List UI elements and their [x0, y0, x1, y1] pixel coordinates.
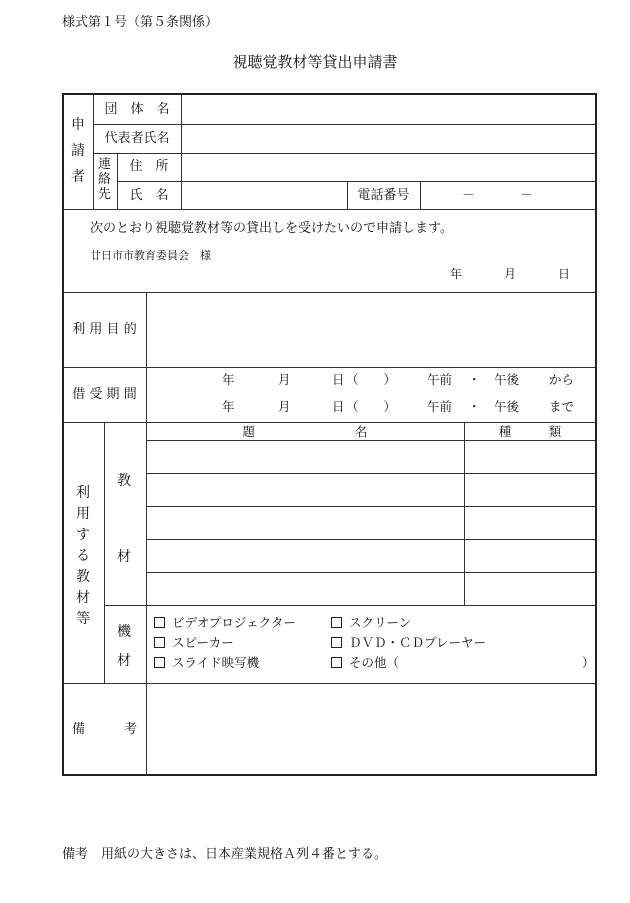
materials-label-1: 利	[76, 485, 90, 501]
address-label: 住 所	[129, 159, 169, 174]
equipment-option[interactable]	[331, 617, 411, 630]
checkbox[interactable]	[154, 617, 165, 628]
period-start-dot: ・	[468, 372, 481, 387]
equipment-option-label: スライド映写機	[172, 655, 260, 670]
divider	[63, 209, 596, 210]
purpose-label: 利 用 目 的	[72, 322, 137, 337]
remarks-label: 備 考	[71, 722, 137, 737]
phone-separator: －	[520, 188, 534, 203]
divider	[93, 153, 596, 154]
teaching-material-label-2: 材	[117, 549, 131, 565]
checkbox[interactable]	[331, 617, 342, 628]
applicant-label-2: 請	[71, 143, 85, 159]
contact-label-1: 連	[98, 157, 112, 172]
equipment-label-1: 機	[117, 624, 131, 640]
period-start-month: 月	[278, 372, 291, 387]
equipment-option-label: ビデオプロジェクター	[172, 615, 296, 630]
materials-label-7: 等	[76, 611, 90, 627]
period-from-label: から	[549, 372, 575, 387]
divider	[181, 94, 182, 209]
applicant-label-1: 申	[71, 117, 85, 133]
page-title: 視聴覚教材等貸出申請書	[232, 53, 398, 71]
equipment-option[interactable]	[331, 657, 399, 670]
phone-label: 電話番号	[357, 188, 410, 203]
contact-label-3: 先	[98, 187, 112, 202]
equipment-option-label: ＤＶＤ・ＣＤプレーヤー	[349, 635, 487, 650]
divider	[63, 683, 596, 684]
divider	[146, 473, 596, 474]
period-end-pm: 午後	[494, 399, 520, 414]
equipment-option[interactable]	[154, 617, 296, 630]
checkbox[interactable]	[154, 637, 165, 648]
divider	[146, 292, 147, 775]
checkbox[interactable]	[331, 637, 342, 648]
divider	[117, 181, 596, 182]
divider	[63, 422, 596, 423]
equipment-option[interactable]	[154, 637, 234, 650]
type-column-header: 種 類	[498, 424, 562, 439]
period-start-weekday: （ ）	[346, 372, 397, 387]
period-until-label: まで	[549, 399, 575, 414]
period-end-month: 月	[278, 399, 291, 414]
title-column-header: 題 名	[242, 424, 368, 439]
date-month-label: 月	[504, 267, 517, 281]
name-label: 氏 名	[129, 188, 169, 203]
equipment-option-label: スクリーン	[349, 615, 412, 630]
period-end-year: 年	[222, 399, 235, 414]
divider	[146, 506, 596, 507]
divider	[420, 181, 421, 209]
footer-note: 備考 用紙の大きさは、日本産業規格Ａ列４番とする。	[62, 847, 388, 862]
divider	[464, 422, 465, 605]
materials-label-4: る	[76, 548, 90, 564]
divider	[146, 440, 596, 441]
addressee: 廿日市市教育委員会 様	[90, 249, 211, 262]
other-close-paren: ）	[582, 655, 595, 670]
divider	[93, 124, 596, 125]
materials-label-6: 材	[76, 590, 90, 606]
period-end-am: 午前	[427, 399, 453, 414]
request-statement: 次のとおり視聴覚教材等の貸出しを受けたいので申請します。	[90, 221, 453, 236]
checkbox[interactable]	[331, 657, 342, 668]
form-number: 様式第１号（第５条関係）	[62, 15, 219, 30]
divider	[63, 292, 596, 293]
materials-label-2: 用	[76, 506, 90, 522]
applicant-label-3: 者	[71, 169, 85, 185]
period-start-year: 年	[222, 372, 235, 387]
period-start-day: 日	[332, 372, 345, 387]
checkbox[interactable]	[154, 657, 165, 668]
period-start-am: 午前	[427, 372, 453, 387]
phone-separator: －	[462, 188, 476, 203]
period-end-day: 日	[332, 399, 345, 414]
period-end-weekday: （ ）	[346, 399, 397, 414]
divider	[146, 572, 596, 573]
materials-label-5: 教	[76, 569, 90, 585]
date-day-label: 日	[558, 267, 571, 281]
divider	[63, 367, 596, 368]
divider	[146, 539, 596, 540]
materials-label-3: す	[76, 527, 90, 543]
group-name-label: 団 体 名	[104, 102, 170, 117]
equipment-option-label: その他（	[349, 655, 400, 670]
equipment-option[interactable]	[331, 637, 486, 650]
contact-label-2: 絡	[98, 172, 112, 187]
date-year-label: 年	[450, 267, 463, 281]
equipment-option-label: スピーカー	[172, 635, 234, 650]
divider	[104, 605, 596, 606]
representative-name-label: 代表者氏名	[104, 131, 170, 146]
teaching-material-label-1: 教	[117, 473, 131, 489]
equipment-label-2: 材	[117, 653, 131, 669]
period-end-dot: ・	[468, 399, 481, 414]
equipment-option[interactable]	[154, 657, 259, 670]
divider	[104, 422, 105, 683]
period-label: 借 受 期 間	[72, 387, 137, 402]
period-start-pm: 午後	[494, 372, 520, 387]
